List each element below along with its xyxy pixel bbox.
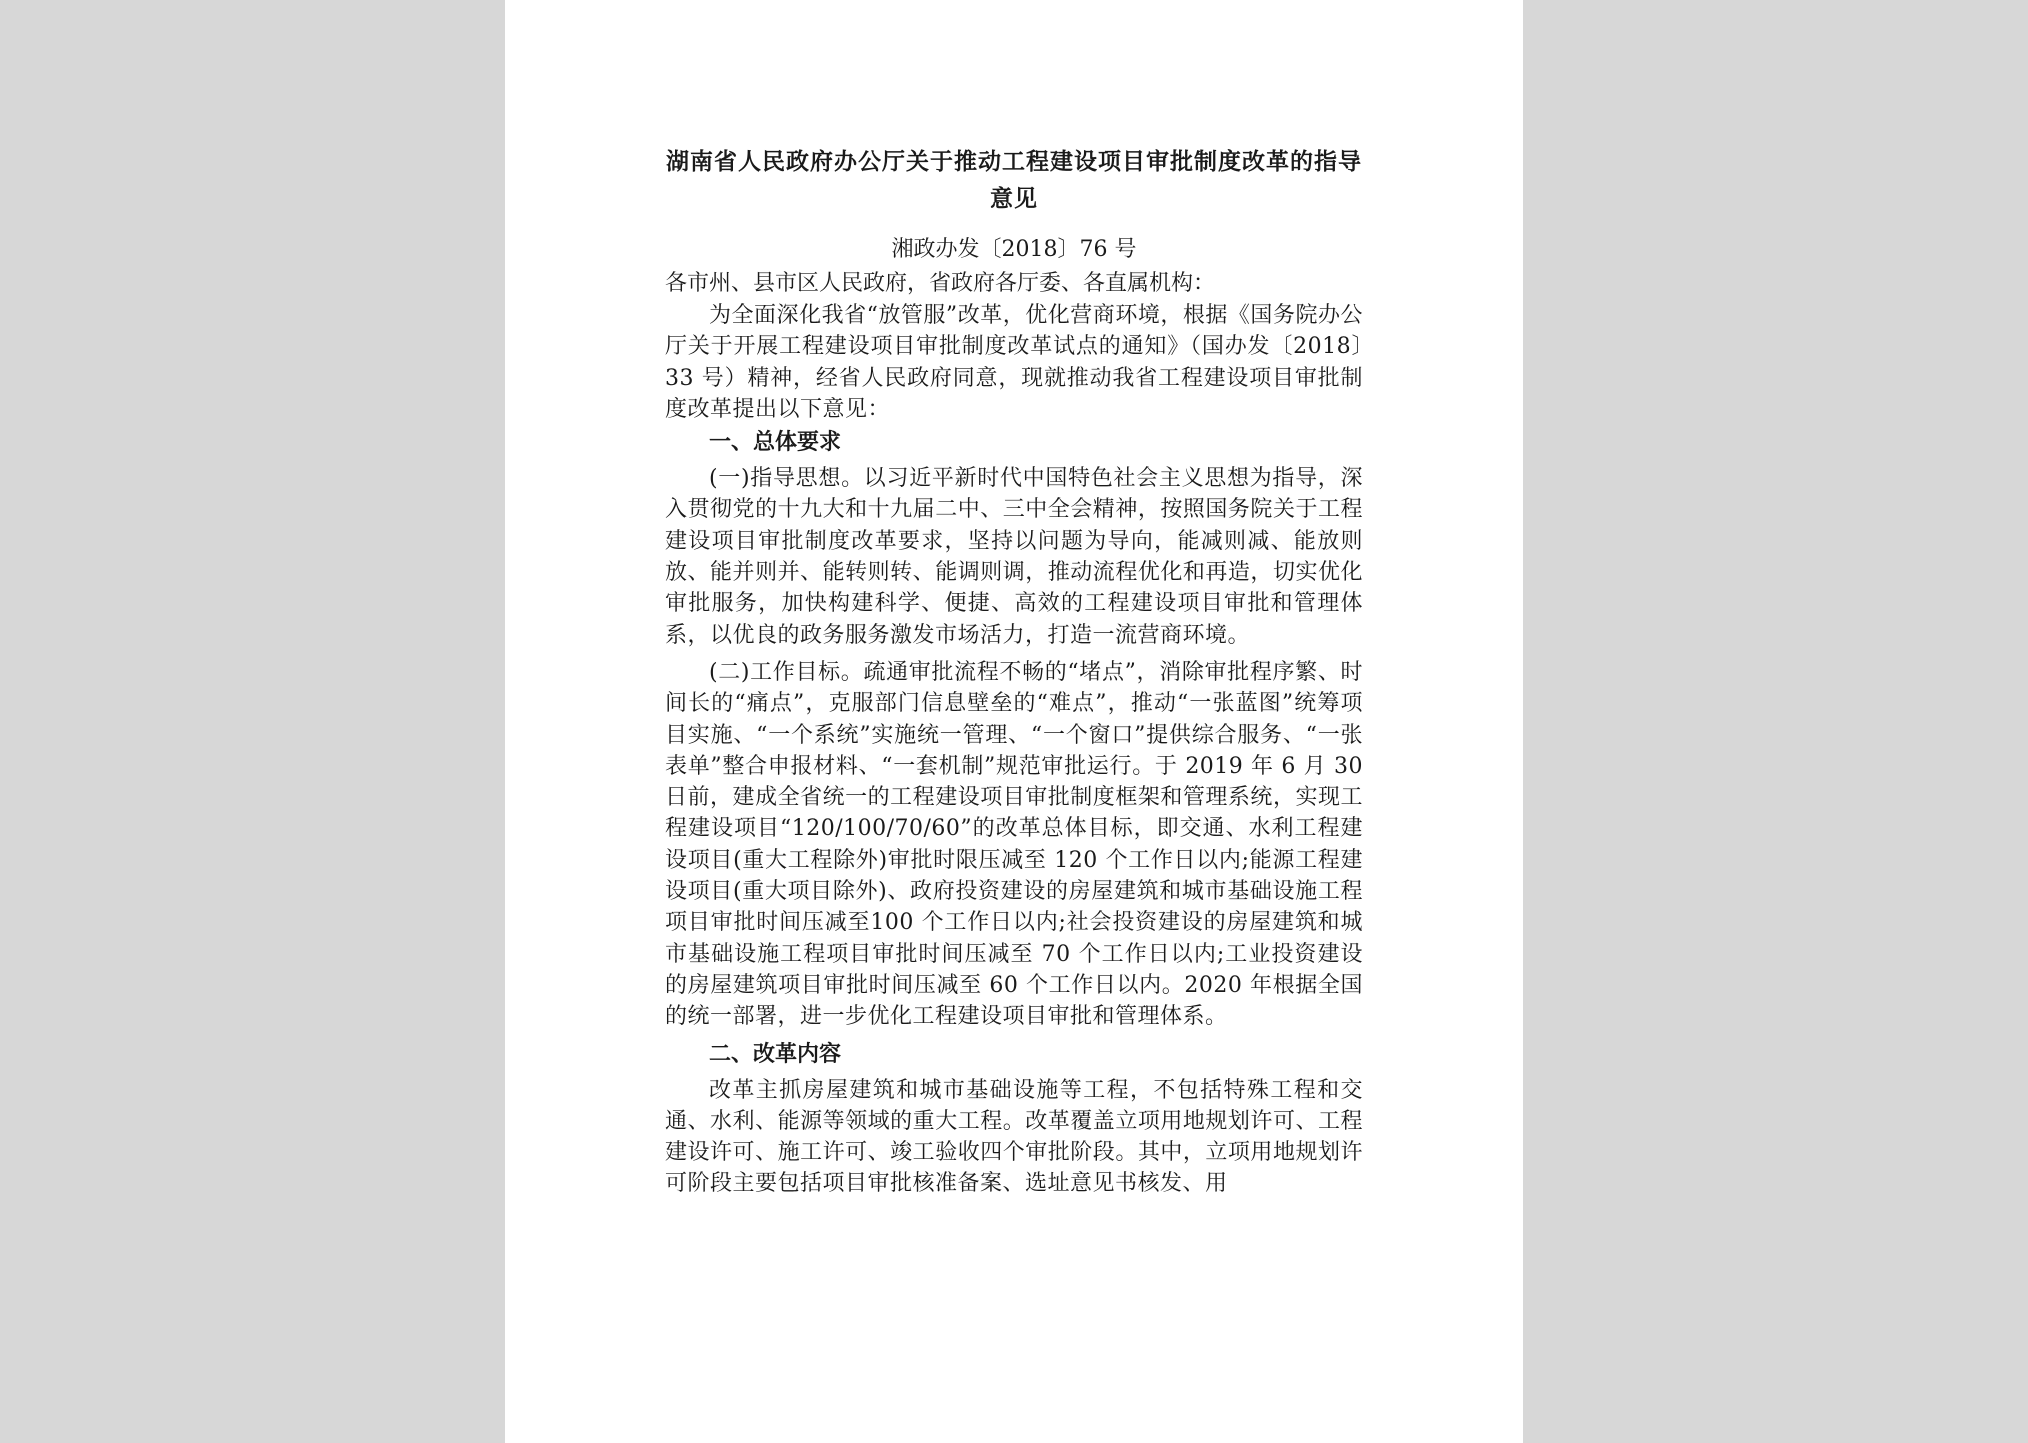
title-line-1: 湖南省人民政府办公厅关于推动工程建设项目审批制度改革的指导 — [666, 149, 1362, 175]
document-title — [665, 144, 1363, 218]
section-1-paragraph-2: (二)工作目标。疏通审批流程不畅的“堵点”，消除审批程序繁、时间长的“痛点”，克服部门信息壁垒的“难点”，推动“一张蓝图”统筹项目实施、“一个系统”实施统一管理、“一个窗口”提供综合服务、“一张表单”整合申报材料、“一套机制”规范审批运行。于 2019 年 6 月 30 日前，建成全省统一的工程建设项目审批制度框架和管理系统，实现工程建设项目“120/100/70/60”的改革总体目标，即交通、水利工程建设项目(重大工程除外)审批时限压减至 120 个工作日以内;能源工程建设项目(重大项目除外)、政府投资建设的房屋建筑和城市基础设施工程项目审批时间压减至100 个工作日以内;社会投资建设的房屋建筑和城市基础设施工程项目审批时间压减至 70 个工作日以内;工业投资建设的房屋建筑项目审批时间压减至 60 个工作日以内。2020 年根据全国的统一部署，进一步优化工程建设项目审批和管理体系。 — [665, 659, 1363, 1030]
intro-paragraph: 为全面深化我省“放管服”改革，优化营商环境，根据《国务院办公厅关于开展工程建设项目审批制度改革试点的通知》（国办发〔2018〕33 号）精神，经省人民政府同意，现就推动我省工程建设项目审批制度改革提出以下意见： — [665, 303, 1363, 422]
document-number: 湘政办发〔2018〕76 号 — [891, 237, 1137, 262]
section-1-paragraph-1: (一)指导思想。以习近平新时代中国特色社会主义思想为指导，深入贯彻党的十九大和十九届二中、三中全会精神，按照国务院关于工程建设项目审批制度改革要求，坚持以问题为导向，能减则减、能放则放、能并则并、能转则转、能调则调，推动流程优化和再造，切实优化审批服务，加快构建科学、便捷、高效的工程建设项目审批和管理体系，以优良的政务服务激发市场活力，打造一流营商环境。 — [665, 466, 1363, 648]
title-line-2: 意见 — [990, 186, 1038, 212]
section-2-paragraph-1: 改革主抓房屋建筑和城市基础设施等工程，不包括特殊工程和交通、水利、能源等领域的重大工程。改革覆盖立项用地规划许可、工程建设许可、施工许可、竣工验收四个审批阶段。其中，立项用地规划许可阶段主要包括项目审批核准备案、选址意见书核发、用 — [665, 1077, 1363, 1197]
section-1-heading: 一、总体要求 — [709, 430, 842, 456]
addressee: 各市州、县市区人民政府，省政府各厅委、各直属机构： — [665, 271, 1216, 296]
section-2-heading: 二、改革内容 — [709, 1041, 842, 1067]
document-page — [505, 0, 1523, 1443]
